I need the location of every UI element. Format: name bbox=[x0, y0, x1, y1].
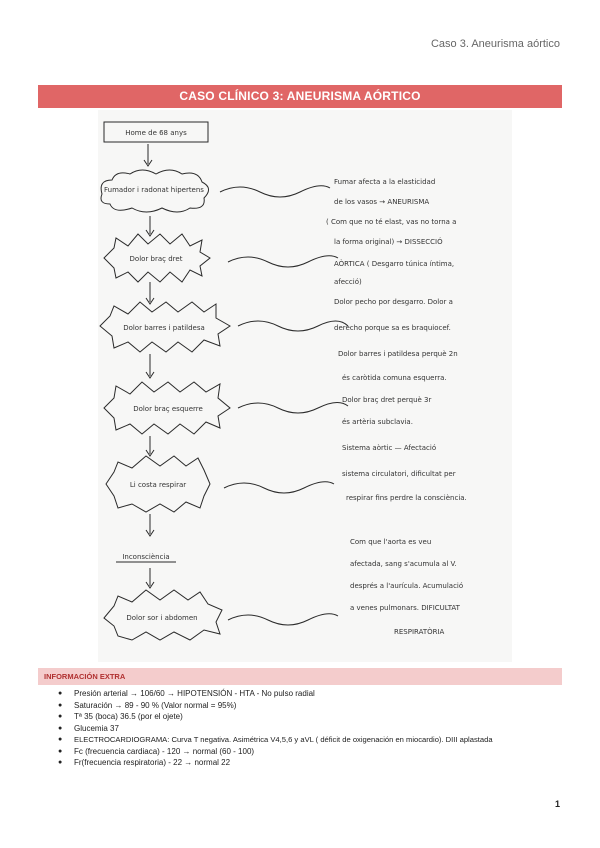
arrow-down-icon bbox=[146, 282, 154, 304]
page-number: 1 bbox=[554, 799, 560, 809]
list-item-text: ELECTROCARDIOGRAMA: Curva T negativa. Asimétrica V4,5,6 y aVL ( déficit de oxigenación en miocardio). DIII aplastada bbox=[74, 735, 493, 744]
list-item bbox=[58, 757, 578, 769]
arrow-down-icon bbox=[146, 354, 154, 378]
list-item-text: Fr(frecuencia respiratoria) - 22 → normal 22 bbox=[74, 758, 231, 767]
note-line: ( Com que no té elast, vas no torna a bbox=[326, 218, 457, 226]
bullet-icon: ● bbox=[58, 747, 63, 755]
note-line: respirar fins perdre la consciència. bbox=[346, 494, 467, 502]
note-line: és caròtida comuna esquerra. bbox=[342, 374, 447, 382]
bullet-icon: ● bbox=[58, 759, 63, 766]
note-line: afectada, sang s'acumula al V. bbox=[350, 560, 457, 568]
list-item bbox=[58, 700, 578, 712]
bullet-icon: ● bbox=[58, 713, 63, 720]
note-line: derecho porque sa es braquiocef. bbox=[334, 324, 451, 332]
list-item-text: Fc (frecuencia cardiaca) - 120 → normal (60 - 100) bbox=[74, 746, 255, 756]
extra-info-heading: INFORMACIÓN EXTRA bbox=[38, 668, 562, 685]
list-item-text: Saturación → 89 - 90 % (Valor normal = 95%) bbox=[74, 700, 237, 710]
note-line: sistema circulatori, dificultat per bbox=[342, 470, 456, 478]
wavy-connector bbox=[224, 482, 334, 493]
list-item-text: Glucemia 37 bbox=[74, 723, 119, 733]
note-line: Sistema aòrtic — Afectació bbox=[342, 444, 437, 452]
note-line: Com que l'aorta es veu bbox=[350, 538, 432, 546]
arrow-down-icon bbox=[146, 568, 154, 588]
bullet-icon: ● bbox=[58, 736, 63, 743]
list-item bbox=[58, 711, 578, 723]
node-label: Li costa respirar bbox=[129, 481, 187, 489]
note-line: Dolor barres i patildesa perquè 2n bbox=[338, 350, 458, 358]
bullet-icon: ● bbox=[58, 690, 63, 697]
node-label: Dolor sor i abdomen bbox=[126, 614, 198, 622]
diagram-svg bbox=[98, 110, 512, 662]
list-item-text: Tª 35 (boca) 36.5 (por el ojete) bbox=[74, 712, 183, 721]
wavy-connector bbox=[238, 321, 348, 331]
wavy-connector bbox=[238, 402, 348, 413]
wavy-connector bbox=[228, 614, 338, 625]
node-label: Dolor braç dret bbox=[129, 255, 183, 263]
node-label: Dolor braç esquerre bbox=[133, 405, 203, 413]
note-line: de los vasos → ANEURISMA bbox=[334, 198, 430, 206]
note-line: és artèria subclavia. bbox=[342, 418, 413, 426]
list-item bbox=[58, 746, 578, 758]
extra-info-list bbox=[58, 688, 578, 769]
note-line: a venes pulmonars. DIFICULTAT bbox=[350, 604, 460, 612]
page-title: CASO CLÍNICO 3: ANEURISMA AÓRTICO bbox=[38, 85, 562, 108]
list-item bbox=[58, 723, 578, 735]
note-line: Dolor pecho por desgarro. Dolor a bbox=[334, 298, 453, 306]
note-line: Dolor braç dret perquè 3r bbox=[342, 396, 432, 404]
node-label: Home de 68 anys bbox=[125, 129, 187, 137]
list-item-text: Presión arterial → 106/60 → HIPOTENSIÓN - HTA - No pulso radial bbox=[74, 689, 315, 698]
bullet-icon: ● bbox=[58, 701, 63, 709]
arrow-down-icon bbox=[146, 514, 154, 536]
running-header: Caso 3. Aneurisma aórtico bbox=[430, 38, 560, 50]
wavy-connector bbox=[220, 186, 330, 197]
note-line: AÒRTICA ( Desgarro túnica íntima, bbox=[334, 260, 455, 268]
note-line: afecció) bbox=[334, 278, 362, 286]
list-item bbox=[58, 734, 578, 746]
bullet-icon: ● bbox=[58, 724, 63, 732]
note-line: després a l'aurícula. Acumulació bbox=[350, 582, 464, 590]
list-item bbox=[58, 688, 578, 700]
arrow-down-icon bbox=[144, 144, 152, 166]
wavy-connector bbox=[228, 256, 338, 267]
arrow-down-icon bbox=[146, 216, 154, 236]
note-line: RESPIRATÒRIA bbox=[394, 628, 445, 636]
note-line: Fumar afecta a la elasticidad bbox=[334, 178, 436, 186]
note-line: la forma original) → DISSECCIÓ bbox=[334, 238, 443, 246]
node-label: Dolor barres i patildesa bbox=[123, 324, 205, 332]
handwritten-diagram-photo bbox=[98, 110, 512, 662]
node-label: Fumador i radonat hipertens bbox=[104, 186, 204, 194]
node-label: Inconsciència bbox=[122, 553, 170, 561]
arrow-down-icon bbox=[146, 436, 154, 456]
